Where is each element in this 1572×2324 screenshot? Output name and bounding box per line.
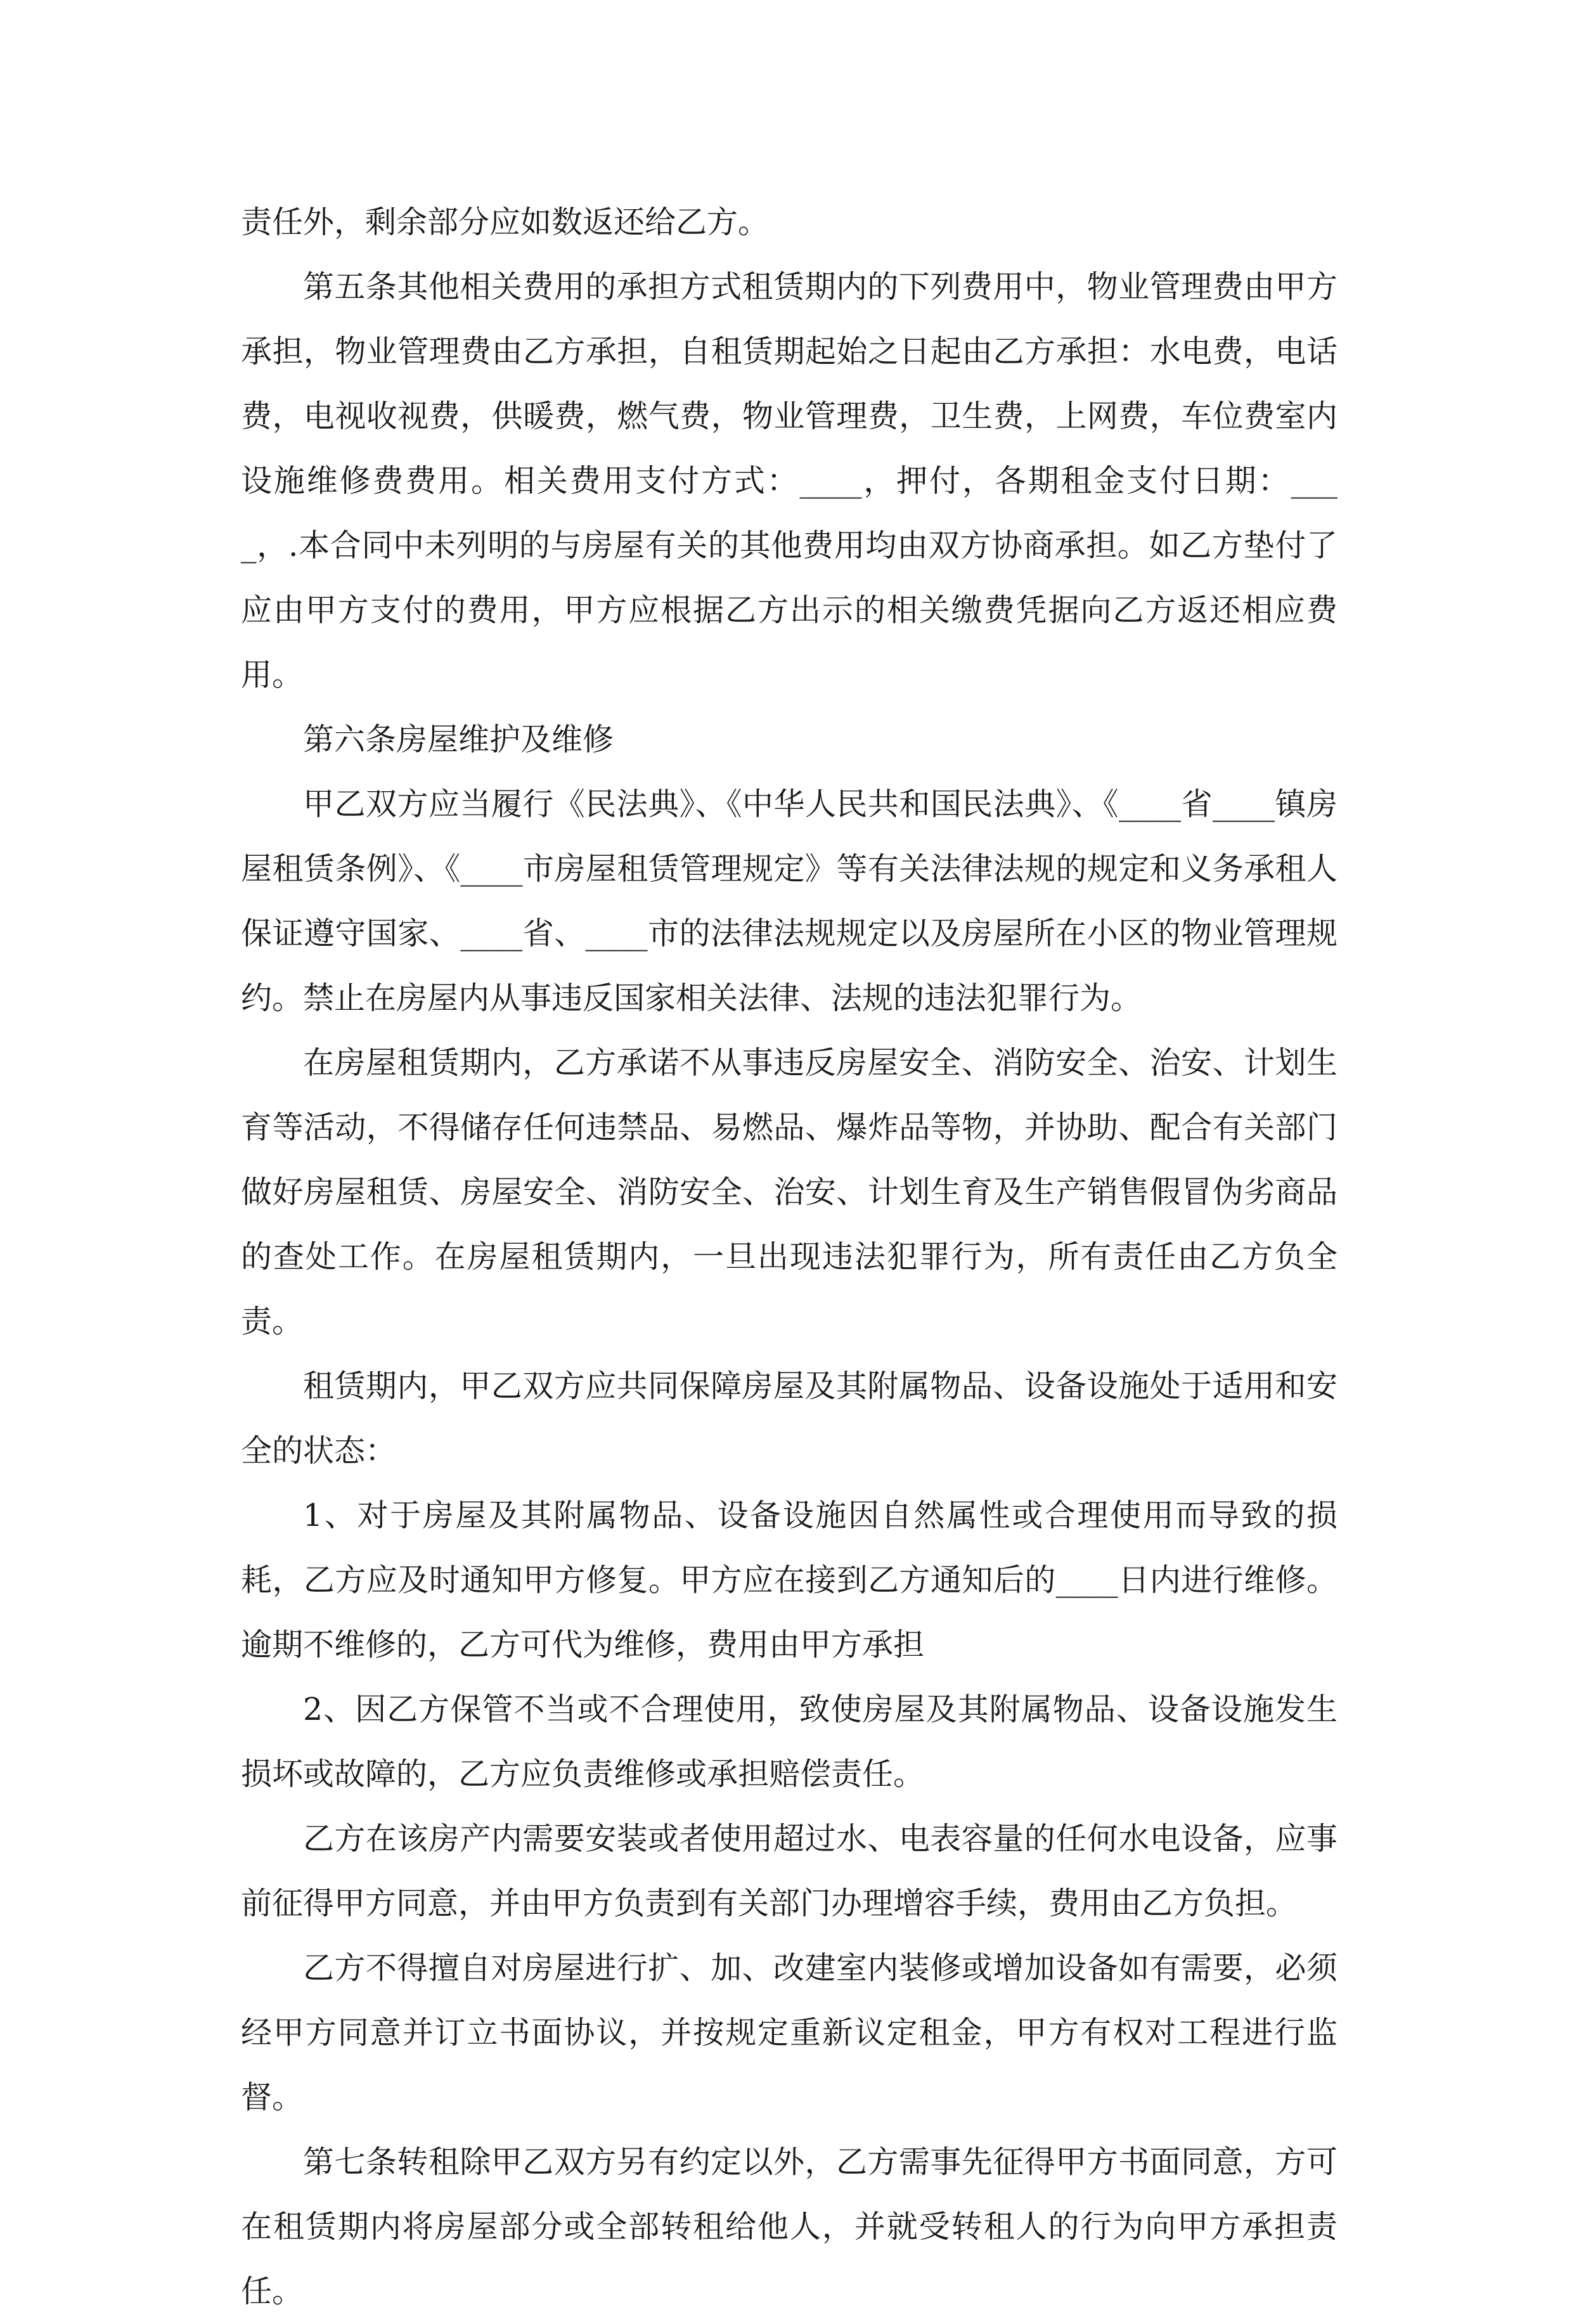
paragraph-equipment: 乙方在该房产内需要安装或者使用超过水、电表容量的任何水电设备，应事前征得甲方同意，并由甲方负责到有关部门办理增容手续，费用由乙方负担。 (241, 1821, 1337, 1921)
paragraph-laws: 甲乙双方应当履行《民法典》、《中华人民共和国民法典》、《____省____镇房屋租赁条例》、《____市房屋租赁管理规定》等有关法律法规的规定和义务承租人保证遵守国家、____省、____市的法律法规规定以及房屋所在小区的物业管理规约。禁止在房屋内从事违反国家相关法律、法规的违法犯罪行为。 (241, 786, 1337, 1016)
paragraph-maintenance-intro: 租赁期内，甲乙双方应共同保障房屋及其附属物品、设备设施处于适用和安全的状态： (241, 1368, 1337, 1469)
paragraph-1: 责任外，剩余部分应如数返还给乙方。 (241, 204, 770, 240)
paragraph-article-7: 第七条转租除甲乙双方另有约定以外，乙方需事先征得甲方书面同意，方可在租赁期内将房屋部分或全部转租给他人，并就受转租人的行为向甲方承担责任。 (241, 2144, 1337, 2309)
paragraph-safety: 在房屋租赁期内，乙方承诺不从事违反房屋安全、消防安全、治安、计划生育等活动，不得储存任何违禁品、易燃品、爆炸品等物，并协助、配合有关部门做好房屋租赁、房屋安全、消防安全、治安、计划生育及生产销售假冒伪劣商品的查处工作。在房屋租赁期内，一旦出现违法犯罪行为，所有责任由乙方负全责。 (241, 1045, 1337, 1340)
document-body (241, 190, 1337, 2324)
paragraph-item-1: 1、对于房屋及其附属物品、设备设施因自然属性或合理使用而导致的损耗，乙方应及时通知甲方修复。甲方应在接到乙方通知后的____日内进行维修。逾期不维修的，乙方可代为维修，费用由甲方承担 (241, 1497, 1337, 1663)
paragraph-article-5: 第五条其他相关费用的承担方式租赁期内的下列费用中，物业管理费由甲方承担，物业管理费由乙方承担，自租赁期起始之日起由乙方承担：水电费，电话费，电视收视费，供暖费，燃气费，物业管理费，卫生费，上网费，车位费室内设施维修费费用。相关费用支付方式：____，押付，各期租金支付日期：____，.本合同中未列明的与房屋有关的其他费用均由双方协商承担。如乙方垫付了应由甲方支付的费用，甲方应根据乙方出示的相关缴费凭据向乙方返还相应费用。 (241, 269, 1337, 693)
paragraph-item-2: 2、因乙方保管不当或不合理使用，致使房屋及其附属物品、设备设施发生损坏或故障的，乙方应负责维修或承担赔偿责任。 (241, 1691, 1337, 1792)
paragraph-renovation: 乙方不得擅自对房屋进行扩、加、改建室内装修或增加设备如有需要，必须经甲方同意并订立书面协议，并按规定重新议定租金，甲方有权对工程进行监督。 (241, 1950, 1337, 2115)
heading-article-6: 第六条房屋维护及维修 (303, 721, 614, 758)
